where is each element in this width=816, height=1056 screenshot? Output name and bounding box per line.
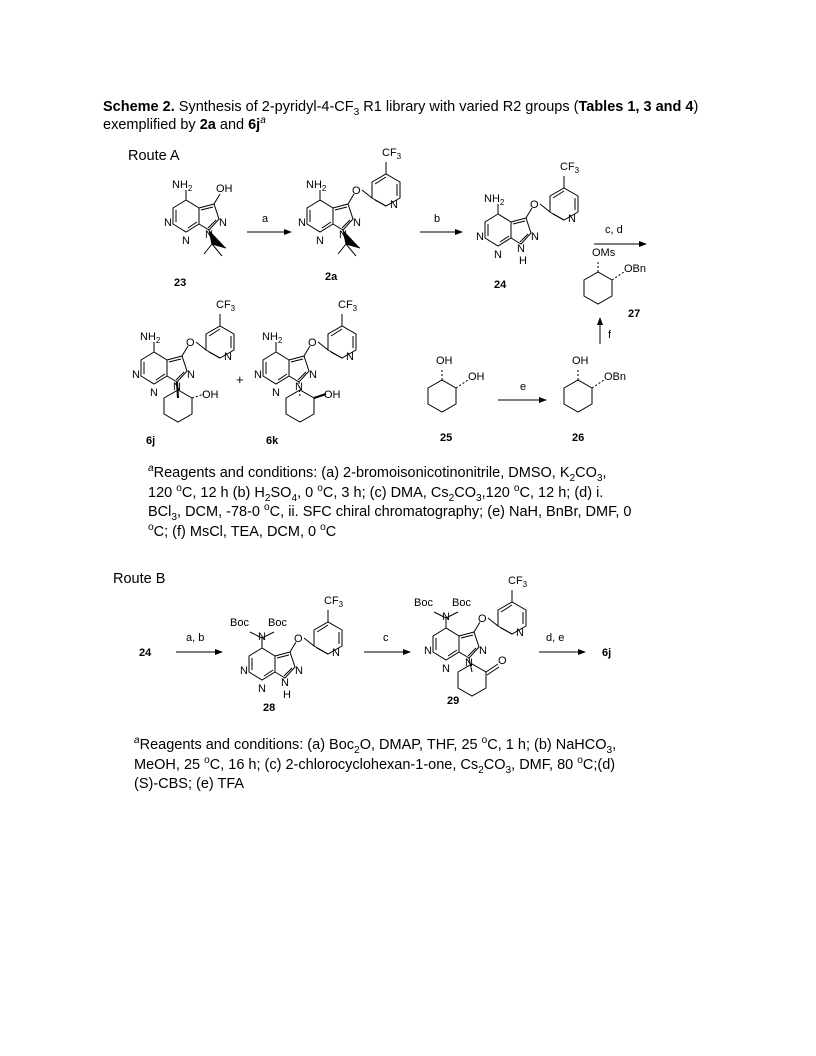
svg-text:O: O <box>186 337 195 349</box>
svg-text:N: N <box>254 369 262 381</box>
svg-text:d, e: d, e <box>546 632 565 644</box>
svg-text:N: N <box>182 235 190 247</box>
svg-text:N: N <box>442 611 450 623</box>
compound-2a-structure <box>298 147 402 256</box>
svg-text:b: b <box>434 213 441 225</box>
svg-text:N: N <box>316 235 324 247</box>
svg-text:N: N <box>164 217 172 229</box>
svg-text:OH: OH <box>216 183 233 195</box>
svg-text:N: N <box>390 199 398 211</box>
svg-text:NH2: $NH_2$ <box>172 179 193 193</box>
compound-27-structure <box>584 247 646 304</box>
route-a-conditions: $^a$Reagents and conditions: (a) 2-bromoisonicotinonitrile, DMSO, $K_2CO_3$, 120 $^o$C, 12 h (b) $H_2SO_4$, 0 $^o$C, 3 h; (c) DMA, $Cs_2CO_3,120$ $^o$C, 12 h; (d) i. BCl$_3$, DCM, -78-0 $^o$C, ii. SFC chiral chromatography; (e) NaH, BnBr, DMF, 0 $^o$C; (f) MsCl, TEA, DCM, 0 $^o$C <box>148 463 632 540</box>
svg-text:N: N <box>281 677 289 689</box>
svg-text:NH2: $NH_2$ <box>484 193 505 207</box>
compound-6k-structure <box>254 299 358 422</box>
route-a-label: Route A <box>128 148 180 164</box>
svg-text:OH: OH <box>436 355 453 367</box>
svg-text:N: N <box>568 213 576 225</box>
label-23: 23 <box>174 277 187 289</box>
compound-25-structure <box>428 355 485 412</box>
compound-26-structure <box>564 355 626 412</box>
svg-text:OH: OH <box>572 355 589 367</box>
svg-text:O: O <box>498 655 507 667</box>
svg-text:CF3: $CF_3$ <box>338 299 358 313</box>
route-b-label: Route B <box>113 571 166 587</box>
svg-text:O: O <box>352 185 361 197</box>
label-6j: 6j <box>146 435 156 447</box>
label-26: 26 <box>572 432 585 444</box>
compound-24-structure <box>476 161 580 267</box>
svg-text:CF3: $CF_3$ <box>560 161 580 175</box>
svg-text:O: O <box>308 337 317 349</box>
svg-text:NH2: $NH_2$ <box>262 331 283 345</box>
scheme-label: Scheme 2. <box>103 99 175 115</box>
route-b-conditions: $^a$Reagents and conditions: (a) Boc$_2$O, DMAP, THF, 25 $^o$C, 1 h; (b) NaHCO$_3$, MeOH, 25 $^o$C, 16 h; (c) 2-chlorocyclohexan-1-one, $Cs_2CO_3$, DMF, 80 $^o$C;(d) (S)-CBS; (e) TFA <box>134 735 617 792</box>
svg-text:+: + <box>236 372 244 387</box>
svg-text:N: N <box>150 387 158 399</box>
svg-text:a, b: a, b <box>186 632 205 644</box>
compound-23-structure <box>164 179 233 256</box>
svg-text:c: c <box>383 632 389 644</box>
svg-text:CF3: $CF_3$ <box>382 147 402 161</box>
svg-text:N: N <box>219 217 227 229</box>
svg-text:N: N <box>531 231 539 243</box>
svg-text:N: N <box>424 645 432 657</box>
svg-text:N: N <box>442 663 450 675</box>
svg-text:N: N <box>205 229 213 241</box>
svg-text:OBn: OBn <box>604 371 627 383</box>
label-2a: 2a <box>325 271 338 283</box>
svg-text:N: N <box>187 369 195 381</box>
svg-text:N: N <box>516 627 524 639</box>
svg-text:N: N <box>353 217 361 229</box>
svg-text:N: N <box>258 631 266 643</box>
svg-text:O: O <box>478 613 487 625</box>
svg-text:N: N <box>465 657 473 669</box>
svg-text:H: H <box>283 689 291 701</box>
svg-text:N: N <box>332 647 340 659</box>
compound-6j-structure <box>132 299 236 422</box>
svg-text:N: N <box>173 381 181 393</box>
svg-text:O: O <box>530 199 539 211</box>
svg-text:N: N <box>295 381 303 393</box>
svg-text:O: O <box>294 633 303 645</box>
svg-text:N: N <box>517 243 525 255</box>
svg-text:a: a <box>262 213 269 225</box>
label-25: 25 <box>440 432 453 444</box>
svg-text:N: N <box>224 351 232 363</box>
svg-text:H: H <box>519 255 527 267</box>
svg-text:N: N <box>298 217 306 229</box>
label-29: 29 <box>447 695 460 707</box>
svg-text:CF3: $CF_3$ <box>216 299 236 313</box>
svg-text:N: N <box>132 369 140 381</box>
svg-text:Boc: Boc <box>414 597 433 609</box>
svg-text:N: N <box>309 369 317 381</box>
svg-text:c, d: c, d <box>605 224 623 236</box>
svg-text:Boc: Boc <box>230 617 249 629</box>
label-24-b: 24 <box>139 647 152 659</box>
svg-text:f: f <box>608 329 612 341</box>
label-28: 28 <box>263 702 276 714</box>
svg-text:CF3: $CF_3$ <box>324 595 344 609</box>
svg-text:N: N <box>346 351 354 363</box>
svg-text:N: N <box>479 645 487 657</box>
svg-text:N: N <box>258 683 266 695</box>
svg-text:OH: OH <box>324 389 341 401</box>
svg-text:N: N <box>476 231 484 243</box>
label-6k: 6k <box>266 435 279 447</box>
scheme-caption: Scheme 2. Synthesis of $2-pyridyl-4-CF_3$ R1 library with varied R2 groups (Tables 1, 3 and 4) exemplified by 2a and $6j^a$ <box>103 99 699 133</box>
label-24: 24 <box>494 279 507 291</box>
svg-text:N: N <box>272 387 280 399</box>
svg-text:OH: OH <box>202 389 219 401</box>
svg-text:Boc: Boc <box>452 597 471 609</box>
svg-text:OBn: OBn <box>624 263 647 275</box>
svg-text:OMs: OMs <box>592 247 616 259</box>
svg-text:NH2: $NH_2$ <box>140 331 161 345</box>
svg-text:N: N <box>494 249 502 261</box>
svg-text:N: N <box>339 229 347 241</box>
svg-text:N: N <box>295 665 303 677</box>
label-27: 27 <box>628 308 641 320</box>
svg-text:Boc: Boc <box>268 617 287 629</box>
svg-text:NH2: $NH_2$ <box>306 179 327 193</box>
compound-28-structure <box>230 595 344 701</box>
label-6j-b: 6j <box>602 647 612 659</box>
svg-text:N: N <box>240 665 248 677</box>
svg-text:OH: OH <box>468 371 485 383</box>
svg-text:CF3: $CF_3$ <box>508 575 528 589</box>
compound-29-structure <box>414 575 528 696</box>
svg-text:e: e <box>520 381 527 393</box>
